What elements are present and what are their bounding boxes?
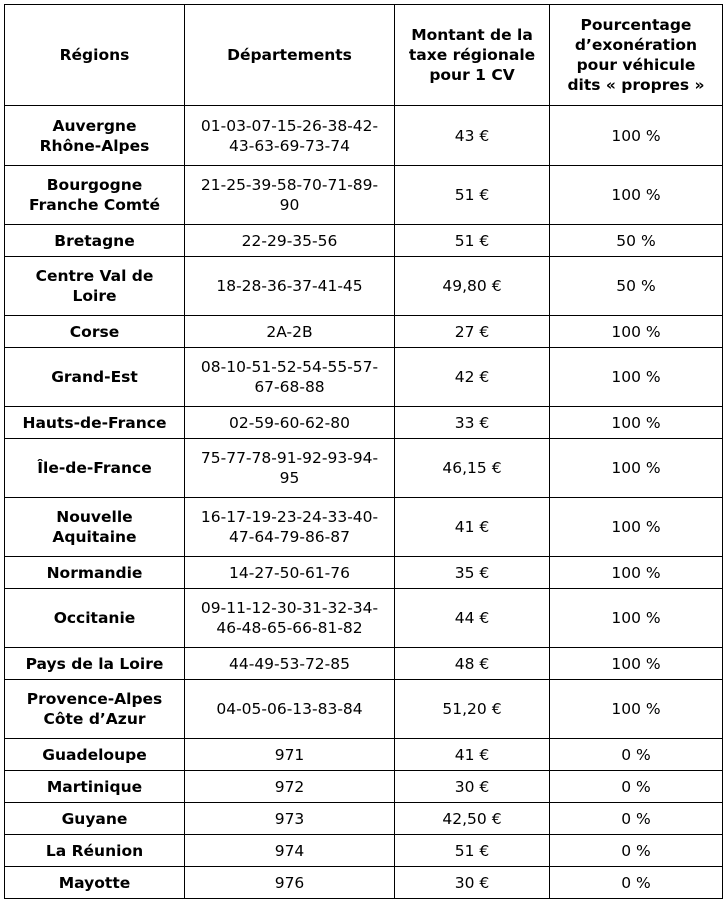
cell-region-text: Normandie (46, 563, 143, 582)
cell-departements (185, 648, 395, 680)
cell-montant-text: 30 € (454, 873, 490, 892)
cell-montant (395, 835, 550, 867)
table-row (5, 498, 723, 557)
table-row (5, 106, 723, 166)
cell-region-text: Auvergne Rhône-Alpes (39, 116, 150, 155)
cell-region (5, 498, 185, 557)
cell-departements (185, 348, 395, 407)
cell-exoneration-text: 100 % (611, 368, 661, 386)
cell-montant-text: 51 € (454, 841, 490, 860)
cell-montant (395, 589, 550, 648)
cell-region (5, 348, 185, 407)
cell-departements (185, 407, 395, 439)
cell-exoneration-text: 100 % (611, 322, 661, 341)
table-row (5, 739, 723, 771)
cell-exoneration-text: 50 % (616, 277, 656, 295)
cell-exoneration (550, 257, 723, 316)
table-row (5, 225, 723, 257)
table-row (5, 257, 723, 316)
cell-montant-text: 30 € (454, 777, 490, 796)
cell-montant-text: 46,15 € (442, 459, 502, 477)
cell-exoneration (550, 225, 723, 257)
cell-departements-text: 44-49-53-72-85 (229, 654, 350, 673)
cell-exoneration (550, 648, 723, 680)
cell-departements (185, 498, 395, 557)
cell-departements (185, 835, 395, 867)
cell-exoneration-text: 100 % (611, 563, 661, 582)
cell-montant (395, 803, 550, 835)
cell-departements-text: 21-25-39-58-70-71-89-90 (200, 176, 379, 214)
header-regions: Régions (5, 5, 185, 106)
header-row (5, 5, 723, 106)
cell-region-text: Guyane (61, 809, 128, 828)
cell-montant (395, 557, 550, 589)
cell-departements-text: 976 (274, 873, 305, 892)
cell-region (5, 867, 185, 899)
cell-region-text: Hauts-de-France (22, 413, 167, 432)
cell-region-text: Centre Val de Loire (35, 267, 154, 305)
cell-montant-text: 42,50 € (442, 809, 502, 828)
cell-montant (395, 439, 550, 498)
cell-region (5, 166, 185, 225)
cell-departements-text: 22-29-35-56 (241, 231, 338, 250)
table-body (5, 106, 723, 899)
cell-exoneration (550, 803, 723, 835)
cell-region-text: Bourgogne Franche Comté (29, 176, 160, 214)
cell-exoneration-text: 0 % (621, 745, 651, 764)
cell-departements-text: 973 (274, 809, 305, 828)
header-departements: Départements (185, 5, 395, 106)
header-montant: Montant de la taxe régionale pour 1 CV (395, 5, 550, 106)
cell-departements (185, 257, 395, 316)
cell-departements (185, 771, 395, 803)
cell-exoneration-text: 100 % (611, 700, 661, 718)
cell-montant-text: 43 € (454, 126, 490, 145)
cell-region-text: Guadeloupe (42, 745, 147, 764)
table-row (5, 835, 723, 867)
cell-region (5, 648, 185, 680)
cell-departements (185, 557, 395, 589)
cell-region-text: Nouvelle Aquitaine (52, 508, 137, 546)
cell-region-text: Pays de la Loire (25, 654, 164, 673)
cell-region (5, 106, 185, 166)
cell-departements (185, 106, 395, 166)
cell-departements-text: 16-17-19-23-24-33-40-47-64-79-86-87 (200, 508, 379, 546)
cell-montant-text: 44 € (454, 609, 490, 627)
cell-exoneration (550, 739, 723, 771)
cell-region-text: Martinique (46, 777, 143, 796)
cell-montant (395, 106, 550, 166)
cell-departements-text: 18-28-36-37-41-45 (216, 277, 363, 295)
tax-table (4, 4, 723, 899)
table-row (5, 439, 723, 498)
cell-montant (395, 498, 550, 557)
cell-departements (185, 739, 395, 771)
cell-exoneration-text: 0 % (621, 841, 651, 860)
cell-exoneration-text: 100 % (611, 459, 661, 477)
cell-region (5, 316, 185, 348)
cell-region-text: Grand-Est (51, 368, 138, 386)
cell-region (5, 589, 185, 648)
cell-departements (185, 166, 395, 225)
cell-region (5, 557, 185, 589)
cell-region (5, 771, 185, 803)
table-header (5, 5, 723, 106)
cell-exoneration-text: 100 % (611, 654, 661, 673)
header-exoneration: Pourcentage d’exonération pour véhicule dits « propres » (550, 5, 723, 106)
cell-montant-text: 33 € (454, 413, 490, 432)
cell-exoneration (550, 348, 723, 407)
cell-montant (395, 648, 550, 680)
cell-exoneration (550, 407, 723, 439)
cell-departements (185, 803, 395, 835)
cell-exoneration-text: 100 % (611, 518, 661, 536)
cell-departements-text: 974 (274, 841, 305, 860)
cell-departements-text: 14-27-50-61-76 (229, 563, 350, 582)
cell-exoneration-text: 0 % (621, 809, 651, 828)
cell-exoneration (550, 771, 723, 803)
cell-montant (395, 225, 550, 257)
cell-montant (395, 166, 550, 225)
cell-exoneration-text: 0 % (621, 873, 651, 892)
cell-exoneration-text: 100 % (611, 186, 661, 204)
cell-montant-text: 49,80 € (442, 277, 502, 295)
cell-exoneration (550, 867, 723, 899)
cell-exoneration-text: 0 % (621, 777, 651, 796)
cell-montant-text: 51,20 € (442, 700, 502, 718)
cell-montant-text: 51 € (454, 231, 490, 250)
cell-montant-text: 41 € (454, 745, 490, 764)
cell-exoneration (550, 166, 723, 225)
cell-region-text: Occitanie (53, 609, 136, 627)
table-row (5, 648, 723, 680)
cell-montant (395, 739, 550, 771)
table-row (5, 589, 723, 648)
cell-region (5, 680, 185, 739)
cell-region-text: Corse (69, 322, 120, 341)
table-row (5, 557, 723, 589)
cell-region (5, 257, 185, 316)
cell-region-text: Provence-Alpes Côte d’Azur (26, 690, 163, 728)
cell-departements-text: 02-59-60-62-80 (229, 413, 350, 432)
cell-exoneration (550, 106, 723, 166)
cell-region (5, 439, 185, 498)
cell-departements-text: 75-77-78-91-92-93-94-95 (200, 449, 379, 487)
cell-exoneration (550, 439, 723, 498)
cell-region (5, 739, 185, 771)
table-row (5, 803, 723, 835)
cell-exoneration (550, 316, 723, 348)
cell-departements-text: 08-10-51-52-54-55-57-67-68-88 (200, 358, 379, 396)
cell-region-text: La Réunion (45, 841, 144, 860)
table-row (5, 680, 723, 739)
cell-montant (395, 407, 550, 439)
cell-departements (185, 225, 395, 257)
cell-exoneration (550, 589, 723, 648)
cell-exoneration-text: 100 % (611, 413, 661, 432)
cell-departements-text: 09-11-12-30-31-32-34-46-48-65-66-81-82 (200, 599, 379, 637)
cell-exoneration-text: 50 % (616, 231, 656, 250)
cell-montant (395, 867, 550, 899)
table-row (5, 867, 723, 899)
cell-exoneration (550, 680, 723, 739)
cell-region (5, 835, 185, 867)
cell-departements-text: 04-05-06-13-83-84 (216, 700, 363, 718)
cell-departements (185, 680, 395, 739)
cell-region-text: Bretagne (54, 231, 135, 250)
cell-exoneration (550, 835, 723, 867)
cell-departements-text: 01-03-07-15-26-38-42-43-63-69-73-74 (200, 116, 379, 155)
cell-montant-text: 51 € (454, 186, 490, 204)
cell-region (5, 803, 185, 835)
cell-montant (395, 316, 550, 348)
cell-region-text: Île-de-France (37, 459, 152, 477)
cell-montant-text: 48 € (454, 654, 490, 673)
cell-montant (395, 257, 550, 316)
table-row (5, 348, 723, 407)
table-row (5, 166, 723, 225)
cell-montant (395, 348, 550, 407)
cell-region (5, 407, 185, 439)
cell-exoneration (550, 557, 723, 589)
cell-montant-text: 27 € (454, 322, 490, 341)
cell-departements (185, 589, 395, 648)
cell-montant (395, 680, 550, 739)
cell-region (5, 225, 185, 257)
table-row (5, 771, 723, 803)
cell-departements (185, 867, 395, 899)
cell-region-text: Mayotte (58, 873, 131, 892)
cell-montant-text: 41 € (454, 518, 490, 536)
cell-departements-text: 972 (274, 777, 305, 796)
cell-montant-text: 35 € (454, 563, 490, 582)
cell-departements (185, 316, 395, 348)
cell-montant (395, 771, 550, 803)
cell-departements-text: 2A-2B (266, 322, 313, 341)
cell-departements (185, 439, 395, 498)
cell-montant-text: 42 € (454, 368, 490, 386)
table-row (5, 316, 723, 348)
cell-exoneration (550, 498, 723, 557)
cell-departements-text: 971 (274, 745, 305, 764)
table-row (5, 407, 723, 439)
cell-exoneration-text: 100 % (611, 126, 661, 145)
cell-exoneration-text: 100 % (611, 609, 661, 627)
